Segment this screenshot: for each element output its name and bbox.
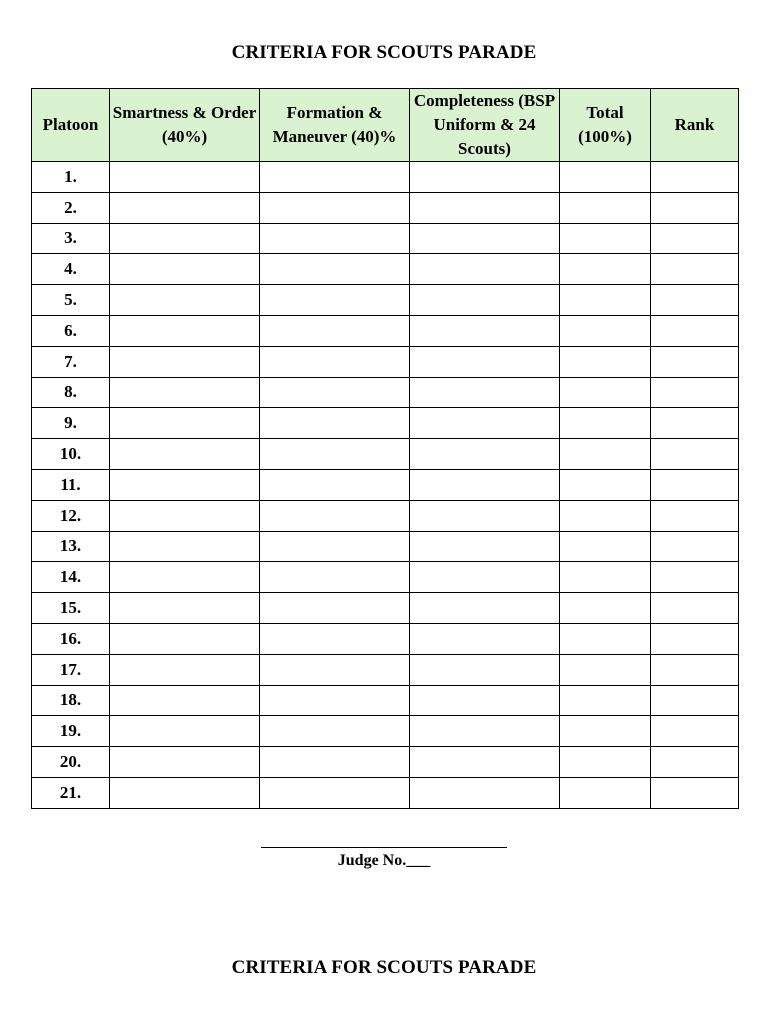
platoon-number-cell: 9.: [32, 408, 110, 439]
formation-score-cell[interactable]: [260, 716, 410, 747]
total-score-cell[interactable]: [560, 531, 651, 562]
formation-score-cell[interactable]: [260, 747, 410, 778]
rank-cell[interactable]: [651, 285, 739, 316]
formation-score-cell[interactable]: [260, 469, 410, 500]
table-row: [32, 747, 739, 778]
smartness-score-cell[interactable]: [110, 654, 260, 685]
table-row: [32, 346, 739, 377]
platoon-number-cell: 16.: [32, 623, 110, 654]
total-score-cell[interactable]: [560, 285, 651, 316]
table-row: [32, 500, 739, 531]
total-score-cell[interactable]: [560, 346, 651, 377]
total-score-cell[interactable]: [560, 315, 651, 346]
total-score-cell[interactable]: [560, 777, 651, 808]
platoon-number-cell: 13.: [32, 531, 110, 562]
table-row: [32, 408, 739, 439]
smartness-score-cell[interactable]: [110, 377, 260, 408]
formation-score-cell[interactable]: [260, 285, 410, 316]
formation-score-cell[interactable]: [260, 685, 410, 716]
smartness-score-cell[interactable]: [110, 593, 260, 624]
total-score-cell[interactable]: [560, 500, 651, 531]
rank-cell[interactable]: [651, 654, 739, 685]
table-row: [32, 593, 739, 624]
platoon-number-cell: 2.: [32, 192, 110, 223]
formation-score-cell[interactable]: [260, 192, 410, 223]
rank-cell[interactable]: [651, 254, 739, 285]
completeness-score-cell[interactable]: [410, 285, 560, 316]
table-row: [32, 439, 739, 470]
platoon-number-cell: 15.: [32, 593, 110, 624]
completeness-score-cell[interactable]: [410, 346, 560, 377]
formation-score-cell[interactable]: [260, 408, 410, 439]
platoon-number-cell: 21.: [32, 777, 110, 808]
rank-cell[interactable]: [651, 192, 739, 223]
completeness-score-cell[interactable]: [410, 377, 560, 408]
completeness-score-cell[interactable]: [410, 408, 560, 439]
completeness-score-cell[interactable]: [410, 562, 560, 593]
formation-score-cell[interactable]: [260, 377, 410, 408]
platoon-number-cell: 1.: [32, 162, 110, 193]
rank-cell[interactable]: [651, 469, 739, 500]
completeness-score-cell[interactable]: [410, 593, 560, 624]
page-title: CRITERIA FOR SCOUTS PARADE: [231, 42, 537, 63]
table-row: [32, 285, 739, 316]
table-header-row: [32, 89, 739, 162]
formation-score-cell[interactable]: [260, 531, 410, 562]
platoon-number-cell: 17.: [32, 654, 110, 685]
completeness-score-cell[interactable]: [410, 654, 560, 685]
platoon-number-cell: 6.: [32, 315, 110, 346]
table-row: [32, 377, 739, 408]
total-score-cell[interactable]: [560, 685, 651, 716]
rank-cell[interactable]: [651, 531, 739, 562]
smartness-score-cell[interactable]: [110, 747, 260, 778]
table-row: [32, 162, 739, 193]
smartness-score-cell[interactable]: [110, 531, 260, 562]
table-row: [32, 716, 739, 747]
completeness-score-cell[interactable]: [410, 223, 560, 254]
smartness-score-cell[interactable]: [110, 439, 260, 470]
total-score-cell[interactable]: [560, 747, 651, 778]
total-score-cell[interactable]: [560, 223, 651, 254]
rank-cell[interactable]: [651, 685, 739, 716]
table-row: [32, 315, 739, 346]
completeness-score-cell[interactable]: [410, 162, 560, 193]
table-row: [32, 469, 739, 500]
completeness-score-cell[interactable]: [410, 439, 560, 470]
platoon-number-cell: 4.: [32, 254, 110, 285]
formation-score-cell[interactable]: [260, 254, 410, 285]
smartness-score-cell[interactable]: [110, 254, 260, 285]
smartness-score-cell[interactable]: [110, 685, 260, 716]
completeness-score-cell[interactable]: [410, 500, 560, 531]
total-score-cell[interactable]: [560, 192, 651, 223]
smartness-score-cell[interactable]: [110, 623, 260, 654]
header-completeness: Completeness (BSP Uniform & 24 Scouts): [410, 89, 560, 162]
total-score-cell[interactable]: [560, 377, 651, 408]
formation-score-cell[interactable]: [260, 346, 410, 377]
table-row: [32, 223, 739, 254]
formation-score-cell[interactable]: [260, 162, 410, 193]
rank-cell[interactable]: [651, 623, 739, 654]
platoon-number-cell: 12.: [32, 500, 110, 531]
formation-score-cell[interactable]: [260, 439, 410, 470]
completeness-score-cell[interactable]: [410, 531, 560, 562]
total-score-cell[interactable]: [560, 562, 651, 593]
completeness-score-cell[interactable]: [410, 192, 560, 223]
table-body: [32, 162, 739, 809]
completeness-score-cell[interactable]: [410, 716, 560, 747]
rank-cell[interactable]: [651, 716, 739, 747]
smartness-score-cell[interactable]: [110, 162, 260, 193]
table-row: [32, 623, 739, 654]
platoon-number-cell: 14.: [32, 562, 110, 593]
total-score-cell[interactable]: [560, 162, 651, 193]
table-row: [32, 254, 739, 285]
smartness-score-cell[interactable]: [110, 223, 260, 254]
total-score-cell[interactable]: [560, 469, 651, 500]
header-smartness-order: Smartness & Order (40%): [110, 89, 260, 162]
platoon-number-cell: 8.: [32, 377, 110, 408]
formation-score-cell[interactable]: [260, 623, 410, 654]
rank-cell[interactable]: [651, 377, 739, 408]
total-score-cell[interactable]: [560, 716, 651, 747]
page-title-repeat: CRITERIA FOR SCOUTS PARADE: [231, 957, 537, 978]
rank-cell[interactable]: [651, 500, 739, 531]
rank-cell[interactable]: [651, 562, 739, 593]
rank-cell[interactable]: [651, 315, 739, 346]
completeness-score-cell[interactable]: [410, 685, 560, 716]
table-row: [32, 777, 739, 808]
smartness-score-cell[interactable]: [110, 346, 260, 377]
total-score-cell[interactable]: [560, 254, 651, 285]
completeness-score-cell[interactable]: [410, 469, 560, 500]
formation-score-cell[interactable]: [260, 562, 410, 593]
formation-score-cell[interactable]: [260, 315, 410, 346]
smartness-score-cell[interactable]: [110, 315, 260, 346]
platoon-number-cell: 20.: [32, 747, 110, 778]
completeness-score-cell[interactable]: [410, 747, 560, 778]
formation-score-cell[interactable]: [260, 500, 410, 531]
formation-score-cell[interactable]: [260, 654, 410, 685]
table-row: [32, 192, 739, 223]
table-row: [32, 531, 739, 562]
signature-line: [261, 847, 507, 848]
judge-number-label: Judge No.___: [337, 852, 431, 869]
rank-cell[interactable]: [651, 747, 739, 778]
total-score-cell[interactable]: [560, 593, 651, 624]
rank-cell[interactable]: [651, 346, 739, 377]
header-total: Total (100%): [560, 89, 651, 162]
smartness-score-cell[interactable]: [110, 192, 260, 223]
smartness-score-cell[interactable]: [110, 562, 260, 593]
smartness-score-cell[interactable]: [110, 500, 260, 531]
smartness-score-cell[interactable]: [110, 469, 260, 500]
platoon-number-cell: 18.: [32, 685, 110, 716]
rank-cell[interactable]: [651, 439, 739, 470]
platoon-number-cell: 3.: [32, 223, 110, 254]
total-score-cell[interactable]: [560, 654, 651, 685]
rank-cell[interactable]: [651, 777, 739, 808]
header-platoon: Platoon: [32, 89, 110, 162]
smartness-score-cell[interactable]: [110, 285, 260, 316]
table-row: [32, 685, 739, 716]
formation-score-cell[interactable]: [260, 777, 410, 808]
rank-cell[interactable]: [651, 162, 739, 193]
completeness-score-cell[interactable]: [410, 254, 560, 285]
platoon-number-cell: 10.: [32, 439, 110, 470]
completeness-score-cell[interactable]: [410, 623, 560, 654]
rank-cell[interactable]: [651, 593, 739, 624]
criteria-table: [31, 88, 739, 809]
rank-cell[interactable]: [651, 223, 739, 254]
platoon-number-cell: 7.: [32, 346, 110, 377]
table-row: [32, 562, 739, 593]
formation-score-cell[interactable]: [260, 223, 410, 254]
total-score-cell[interactable]: [560, 439, 651, 470]
total-score-cell[interactable]: [560, 623, 651, 654]
smartness-score-cell[interactable]: [110, 408, 260, 439]
rank-cell[interactable]: [651, 408, 739, 439]
smartness-score-cell[interactable]: [110, 777, 260, 808]
smartness-score-cell[interactable]: [110, 716, 260, 747]
formation-score-cell[interactable]: [260, 593, 410, 624]
table-row: [32, 654, 739, 685]
header-rank: Rank: [651, 89, 739, 162]
total-score-cell[interactable]: [560, 408, 651, 439]
completeness-score-cell[interactable]: [410, 777, 560, 808]
platoon-number-cell: 11.: [32, 469, 110, 500]
header-formation-maneuver: Formation & Maneuver (40)%: [260, 89, 410, 162]
completeness-score-cell[interactable]: [410, 315, 560, 346]
platoon-number-cell: 5.: [32, 285, 110, 316]
platoon-number-cell: 19.: [32, 716, 110, 747]
